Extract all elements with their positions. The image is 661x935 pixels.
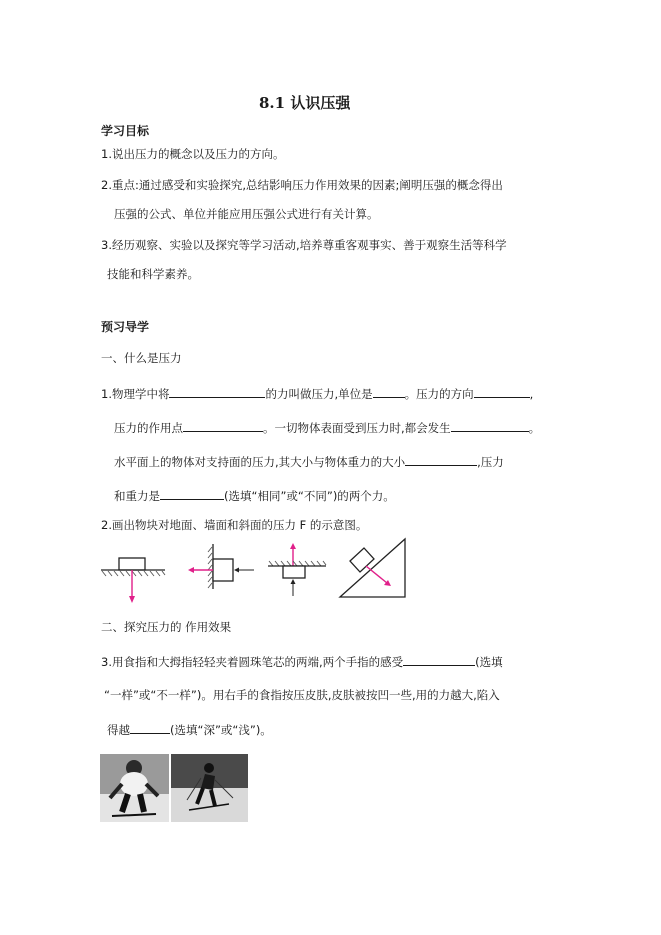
section-1-heading: 一、什么是压力 [101, 351, 182, 365]
goal-1: 1.说出压力的概念以及压力的方向。 [101, 147, 285, 161]
answer-blank[interactable] [474, 385, 530, 398]
q1-text-h: 水平面上的物体对支持面的压力,其大小与物体重力的大小 [114, 455, 406, 469]
q1-text-c: 。压力的方向 [404, 387, 474, 401]
q3-text-d: (选填“深”或“浅”)。 [170, 723, 272, 737]
q1-line-1 [101, 385, 533, 402]
q1-text-e: 压力的作用点 [114, 421, 183, 435]
page-title: 8.1 认识压强 [259, 94, 351, 112]
goals-heading: 学习目标 [101, 124, 150, 138]
answer-blank[interactable] [160, 487, 224, 500]
answer-blank[interactable] [183, 419, 263, 432]
answer-blank[interactable] [169, 385, 265, 398]
answer-blank[interactable] [373, 385, 405, 398]
goal-3-line-1: 3.经历观察、实验以及探究等学习活动,培养尊重客观事实、善于观察生活等科学 [101, 238, 507, 252]
q1-text-f: 。一切物体表面受到压力时,都会发生 [263, 421, 451, 435]
q1-text-j: 和重力是 [114, 489, 160, 503]
q1-text-g: 。 [528, 421, 541, 435]
skier-photo-1 [100, 754, 169, 822]
q1-text-b: 的力叫做压力,单位是 [265, 387, 373, 401]
q1-text-k: (选填“相同”或“不同”)的两个力。 [224, 489, 395, 503]
answer-blank[interactable] [405, 453, 477, 466]
q2-text: 2.画出物块对地面、墙面和斜面的压力 F 的示意图。 [101, 518, 368, 532]
ceiling-block-diagram [266, 542, 328, 598]
section-2-heading: 二、探究压力的 作用效果 [101, 620, 232, 634]
goal-2-line-2: 压强的公式、单位并能应用压强公式进行有关计算。 [114, 207, 379, 221]
wall-block-diagram [178, 543, 258, 590]
q1-line-3 [114, 453, 504, 470]
q1-text-d: , [529, 387, 534, 401]
q3-line-2: “一样”或“不一样”)。用右手的食指按压皮肤,皮肤被按凹一些,用的力越大,陷入 [104, 688, 500, 702]
goal-3-line-2: 技能和科学素养。 [107, 267, 199, 281]
goal-2-line-1: 2.重点:通过感受和实验探究,总结影响压力作用效果的因素;阐明压强的概念得出 [101, 178, 503, 192]
q3-text-a: 3.用食指和大拇指轻轻夹着圆珠笔芯的两端,两个手指的感受 [101, 655, 404, 669]
answer-blank[interactable] [403, 653, 475, 666]
q1-line-2 [114, 419, 540, 436]
q3-line-3 [107, 721, 272, 738]
q3-line-1 [101, 653, 503, 670]
q3-text-c: 得越 [107, 723, 130, 737]
q3-text-b: (选填 [475, 655, 503, 669]
skier-photo-2 [171, 754, 248, 822]
answer-blank[interactable] [130, 721, 170, 734]
q1-text-a: 1.物理学中将 [101, 387, 170, 401]
q1-line-4 [114, 487, 395, 504]
incline-block-diagram [338, 537, 408, 600]
ground-block-diagram [100, 555, 166, 610]
q1-text-i: ,压力 [477, 455, 504, 469]
answer-blank[interactable] [451, 419, 529, 432]
preview-heading: 预习导学 [101, 320, 150, 334]
